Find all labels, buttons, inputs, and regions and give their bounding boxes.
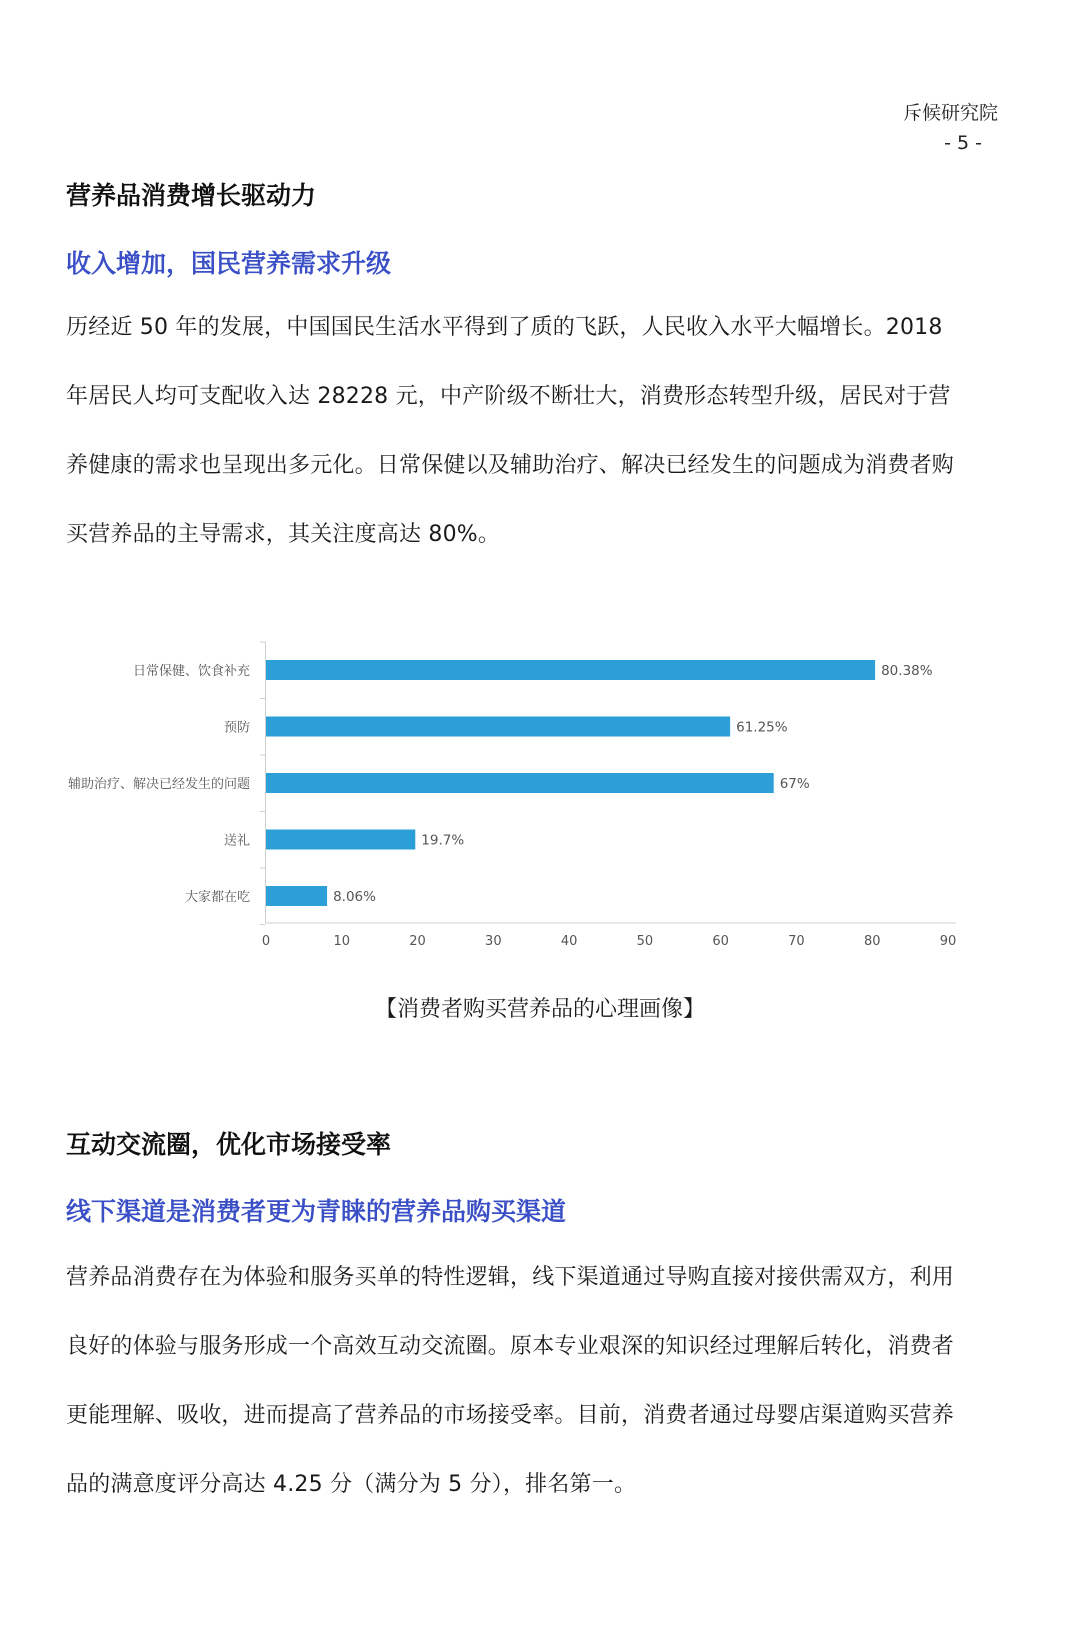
paragraph-line: 年居民人均可支配收入达 28228 元，中产阶级不断壮大，消费形态转型升级，居民对于营 — [66, 384, 951, 409]
section-subtitle-offline: 线下渠道是消费者更为青睐的营养品购买渠道 — [66, 1197, 567, 1226]
chart-caption: 【消费者购买营养品的心理画像】 — [374, 997, 705, 1022]
category-label: 送礼 — [223, 833, 250, 849]
page-number: - 5 - — [944, 132, 982, 154]
bar — [266, 830, 415, 850]
category-label: 预防 — [223, 720, 250, 736]
header-organization: 斥候研究院 — [902, 102, 998, 124]
paragraph-line: 良好的体验与服务形成一个高效互动交流圈。原本专业艰深的知识经过理解后转化，消费者 — [66, 1334, 955, 1359]
bar — [266, 773, 774, 793]
x-tick-label: 30 — [485, 934, 502, 949]
x-tick-label: 90 — [939, 934, 957, 949]
data-label: 19.7% — [421, 832, 465, 849]
paragraph-offline — [66, 1243, 1016, 1519]
data-label: 80.38% — [881, 663, 933, 679]
paragraph-line: 养健康的需求也呈现出多元化。日常保健以及辅助治疗、解决已经发生的问题成为消费者购 — [66, 453, 955, 478]
category-label: 大家都在吃 — [184, 890, 250, 905]
paragraph-line: 历经近 50 年的发展，中国国民生活水平得到了质的飞跃，人民收入水平大幅增长。2018 — [66, 315, 943, 340]
category-label: 辅助治疗、解决已经发生的问题 — [67, 777, 250, 792]
x-tick-label: 80 — [863, 934, 881, 949]
section-title-interaction: 互动交流圈，优化市场接受率 — [66, 1130, 392, 1159]
paragraph-line: 营养品消费存在为体验和服务买单的特性逻辑，线下渠道通过导购直接对接供需双方，利用 — [66, 1265, 955, 1290]
section-title-drivers: 营养品消费增长驱动力 — [66, 181, 317, 210]
x-tick-label: 50 — [636, 934, 654, 949]
purchase-motivation-bar-chart — [0, 600, 1080, 970]
bar — [266, 660, 875, 680]
section-subtitle-income: 收入增加，国民营养需求升级 — [66, 249, 392, 278]
data-label: 67% — [779, 776, 810, 792]
x-tick-label: 20 — [409, 934, 426, 949]
bar — [266, 717, 730, 737]
data-label: 61.25% — [736, 719, 788, 736]
data-label: 8.06% — [333, 889, 376, 905]
x-tick-label: 10 — [333, 934, 351, 949]
bar — [266, 886, 327, 906]
paragraph-line: 更能理解、吸收，进而提高了营养品的市场接受率。目前，消费者通过母婴店渠道购买营养 — [66, 1403, 955, 1428]
paragraph-income — [66, 293, 1016, 569]
x-tick-label: 70 — [788, 934, 805, 949]
x-tick-label: 0 — [261, 934, 271, 949]
paragraph-line: 买营养品的主导需求，其关注度高达 80%。 — [66, 522, 501, 547]
category-label: 日常保健、饮食补充 — [132, 664, 250, 679]
x-tick-label: 60 — [712, 934, 729, 949]
paragraph-line: 品的满意度评分高达 4.25 分（满分为 5 分），排名第一。 — [66, 1472, 637, 1497]
x-tick-label: 40 — [560, 934, 578, 949]
